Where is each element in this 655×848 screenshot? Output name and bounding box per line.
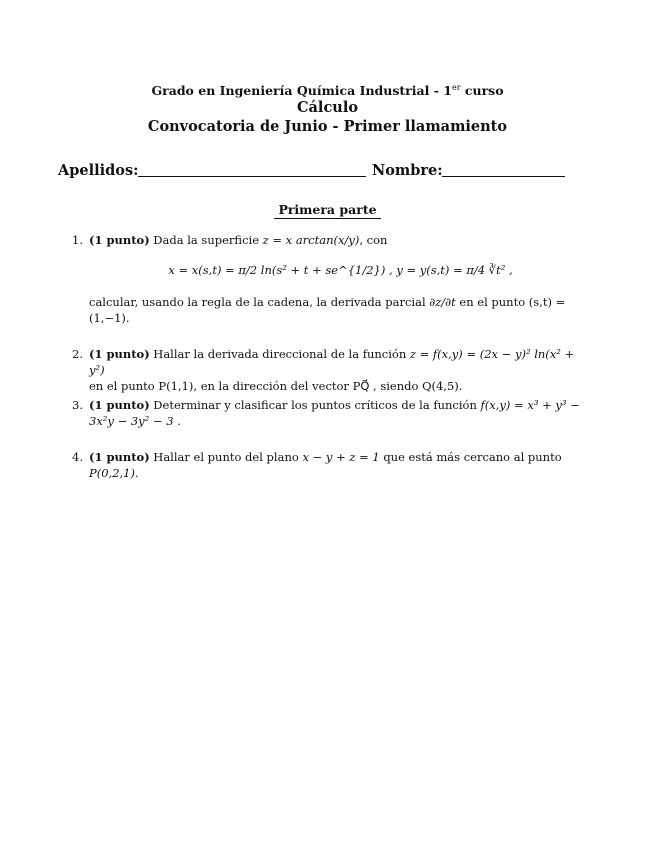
question-1-line-3: calcular, usando la regla de la cadena, la derivada parcial ∂z/∂t en el punto (s,t) = (1,−1). bbox=[89, 295, 566, 325]
question-1-line-1: (1 punto) Dada la superficie z = x arctan(x/y), con bbox=[89, 233, 388, 247]
question-points: (1 punto) bbox=[89, 450, 150, 464]
question-4-line-1: (1 punto) Hallar el punto del plano x − y + z = 1 que está más cercano al punto P(0,2,1). bbox=[89, 450, 562, 480]
point-formula: P(0,2,1). bbox=[89, 466, 139, 480]
exam-header bbox=[0, 80, 655, 136]
surname-label: Apellidos: bbox=[58, 162, 139, 179]
question-2-line-1: (1 punto) Hallar la derivada direccional de la función z = f(x,y) = (2x − y)² ln(x² + y²) bbox=[89, 347, 575, 377]
question-points: (1 punto) bbox=[89, 347, 150, 361]
subject-title: Cálculo bbox=[297, 99, 358, 117]
surname-blank-line[interactable] bbox=[138, 176, 366, 177]
function-formula-part-1: f(x,y) = x³ + y³ − bbox=[480, 398, 580, 412]
question-2-line-2: en el punto P(1,1), en la dirección del vector PQ⃗ , siendo Q(4,5). bbox=[89, 379, 463, 393]
function-formula: z = f(x,y) = (2x − y)² ln(x² + y²) bbox=[89, 347, 575, 377]
student-id-row bbox=[58, 160, 578, 182]
question-3-line-1: (1 punto) Determinar y clasificar los puntos críticos de la función f(x,y) = x³ + y³ − bbox=[89, 398, 580, 412]
question-number: 3. bbox=[72, 398, 83, 412]
question-1 bbox=[72, 232, 592, 328]
question-number: 4. bbox=[72, 450, 83, 464]
partial-derivative: ∂z/∂t bbox=[429, 295, 456, 309]
surface-formula: z = x arctan(x/y) bbox=[262, 233, 360, 247]
question-number: 2. bbox=[72, 347, 83, 361]
function-formula-part-2: 3x²y − 3y² − 3 . bbox=[89, 414, 181, 428]
variable-definitions-formula: x = x(s,t) = π/2 ln(s² + t + se^{1/2}) , y = y(s,t) = π/4 ∛t² , bbox=[168, 263, 513, 277]
question-2 bbox=[72, 346, 592, 393]
section-title: Primera parte bbox=[0, 202, 655, 219]
name-blank-line[interactable] bbox=[442, 176, 565, 177]
ordinal-superscript: er bbox=[451, 83, 461, 92]
name-label: Nombre: bbox=[372, 162, 443, 179]
question-points: (1 punto) bbox=[89, 398, 150, 412]
question-4 bbox=[72, 449, 592, 480]
degree-line: Grado en Ingeniería Química Industrial - 1er curso bbox=[151, 83, 504, 99]
plane-formula: x − y + z = 1 bbox=[302, 450, 380, 464]
question-number: 1. bbox=[72, 233, 83, 247]
exam-session-title: Convocatoria de Junio - Primer llamamiento bbox=[147, 118, 508, 136]
question-points: (1 punto) bbox=[89, 233, 150, 247]
question-3 bbox=[72, 397, 592, 431]
